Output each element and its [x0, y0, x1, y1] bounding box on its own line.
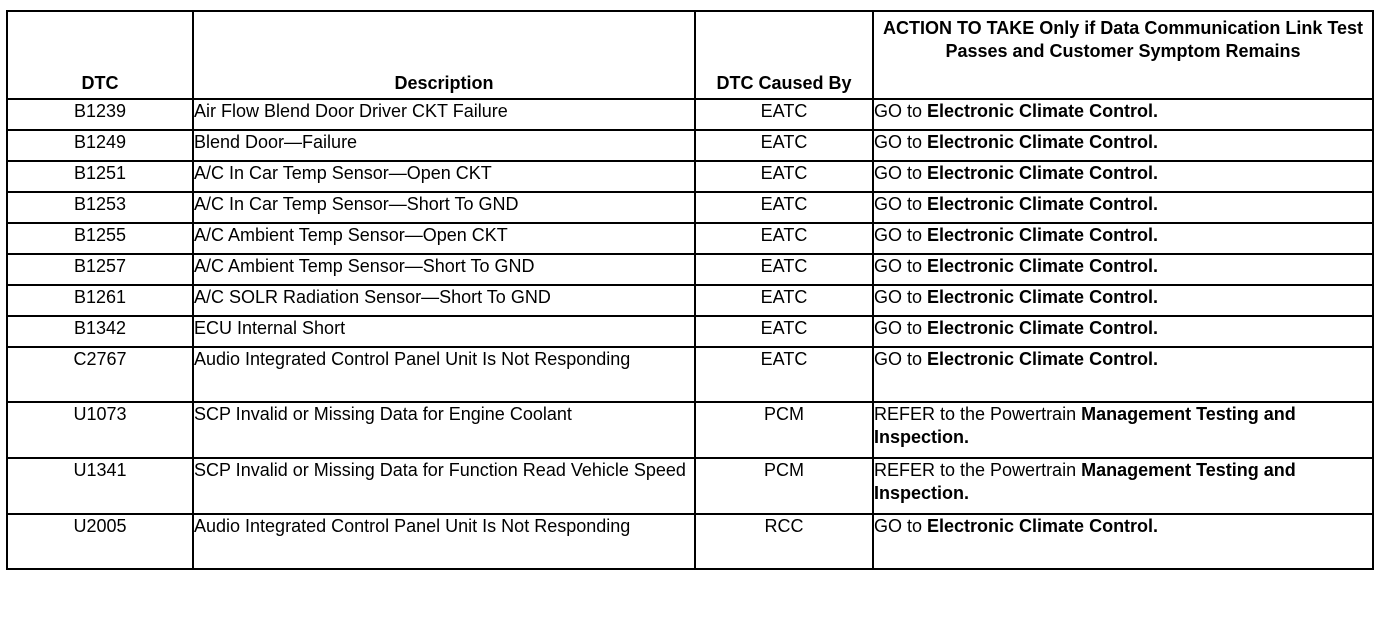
- table-row: [7, 192, 1373, 223]
- dtc-caused-by: EATC: [695, 192, 873, 223]
- dtc-action: [873, 458, 1373, 514]
- dtc-code: U1341: [7, 458, 193, 514]
- action-target: Electronic Climate Control.: [927, 318, 1159, 338]
- action-target: Electronic Climate Control.: [927, 349, 1159, 369]
- table-row: [7, 402, 1373, 458]
- action-target: Management Testing and Inspection.: [874, 460, 1296, 503]
- action-target: Management Testing and Inspection.: [874, 404, 1296, 447]
- dtc-code: B1257: [7, 254, 193, 285]
- table-row: [7, 514, 1373, 569]
- dtc-table-container: [6, 10, 1372, 570]
- dtc-code: B1255: [7, 223, 193, 254]
- header-caused-by: DTC Caused By: [695, 11, 873, 99]
- dtc-action: [873, 192, 1373, 223]
- action-target: Electronic Climate Control.: [927, 516, 1159, 536]
- table-row: [7, 316, 1373, 347]
- action-prefix: GO to: [874, 256, 928, 276]
- dtc-description: A/C SOLR Radiation Sensor—Short To GND: [193, 285, 695, 316]
- dtc-caused-by: EATC: [695, 223, 873, 254]
- dtc-caused-by: RCC: [695, 514, 873, 569]
- action-target: Electronic Climate Control.: [927, 194, 1159, 214]
- dtc-code: B1249: [7, 130, 193, 161]
- dtc-description: Audio Integrated Control Panel Unit Is Not Responding: [193, 347, 695, 402]
- dtc-caused-by: EATC: [695, 285, 873, 316]
- table-row: [7, 161, 1373, 192]
- dtc-caused-by: EATC: [695, 161, 873, 192]
- dtc-description: Blend Door—Failure: [193, 130, 695, 161]
- dtc-description: SCP Invalid or Missing Data for Engine Coolant: [193, 402, 695, 458]
- action-target: Electronic Climate Control.: [927, 256, 1159, 276]
- header-dtc: DTC: [7, 11, 193, 99]
- dtc-code: B1251: [7, 161, 193, 192]
- table-row: [7, 458, 1373, 514]
- dtc-caused-by: EATC: [695, 254, 873, 285]
- dtc-description: Air Flow Blend Door Driver CKT Failure: [193, 99, 695, 130]
- dtc-description: A/C In Car Temp Sensor—Open CKT: [193, 161, 695, 192]
- table-row: [7, 254, 1373, 285]
- dtc-code: B1239: [7, 99, 193, 130]
- action-prefix: GO to: [874, 132, 928, 152]
- dtc-table: [6, 10, 1374, 570]
- table-row: [7, 99, 1373, 130]
- action-target: Electronic Climate Control.: [927, 163, 1159, 183]
- dtc-description: Audio Integrated Control Panel Unit Is Not Responding: [193, 514, 695, 569]
- dtc-description: A/C Ambient Temp Sensor—Open CKT: [193, 223, 695, 254]
- dtc-caused-by: EATC: [695, 316, 873, 347]
- dtc-action: [873, 316, 1373, 347]
- dtc-caused-by: EATC: [695, 99, 873, 130]
- dtc-action: [873, 99, 1373, 130]
- action-target: Electronic Climate Control.: [927, 132, 1159, 152]
- dtc-action: [873, 514, 1373, 569]
- action-prefix: GO to: [874, 349, 928, 369]
- action-prefix: GO to: [874, 287, 928, 307]
- dtc-caused-by: EATC: [695, 130, 873, 161]
- table-header-row: [7, 11, 1373, 99]
- table-row: [7, 130, 1373, 161]
- action-prefix: GO to: [874, 318, 928, 338]
- action-prefix: GO to: [874, 163, 928, 183]
- action-prefix: GO to: [874, 225, 928, 245]
- table-row: [7, 285, 1373, 316]
- table-row: [7, 223, 1373, 254]
- dtc-action: [873, 223, 1373, 254]
- dtc-code: B1261: [7, 285, 193, 316]
- dtc-code: C2767: [7, 347, 193, 402]
- action-target: Electronic Climate Control.: [927, 287, 1159, 307]
- dtc-action: [873, 347, 1373, 402]
- dtc-caused-by: PCM: [695, 402, 873, 458]
- dtc-action: [873, 285, 1373, 316]
- dtc-code: U1073: [7, 402, 193, 458]
- action-prefix: GO to: [874, 194, 928, 214]
- action-prefix: GO to: [874, 101, 928, 121]
- action-prefix: REFER to the Powertrain: [874, 460, 1082, 480]
- dtc-caused-by: PCM: [695, 458, 873, 514]
- action-prefix: REFER to the Powertrain: [874, 404, 1082, 424]
- dtc-description: SCP Invalid or Missing Data for Function Read Vehicle Speed: [193, 458, 695, 514]
- action-target: Electronic Climate Control.: [927, 101, 1159, 121]
- dtc-action: [873, 161, 1373, 192]
- action-prefix: GO to: [874, 516, 928, 536]
- dtc-action: [873, 130, 1373, 161]
- dtc-code: B1253: [7, 192, 193, 223]
- dtc-caused-by: EATC: [695, 347, 873, 402]
- dtc-code: B1342: [7, 316, 193, 347]
- header-description: Description: [193, 11, 695, 99]
- dtc-description: A/C Ambient Temp Sensor—Short To GND: [193, 254, 695, 285]
- action-target: Electronic Climate Control.: [927, 225, 1159, 245]
- dtc-action: [873, 254, 1373, 285]
- dtc-description: A/C In Car Temp Sensor—Short To GND: [193, 192, 695, 223]
- dtc-description: ECU Internal Short: [193, 316, 695, 347]
- dtc-code: U2005: [7, 514, 193, 569]
- header-action: ACTION TO TAKE Only if Data Communication Link Test Passes and Customer Symptom Remains: [873, 11, 1373, 99]
- table-row: [7, 347, 1373, 402]
- dtc-action: [873, 402, 1373, 458]
